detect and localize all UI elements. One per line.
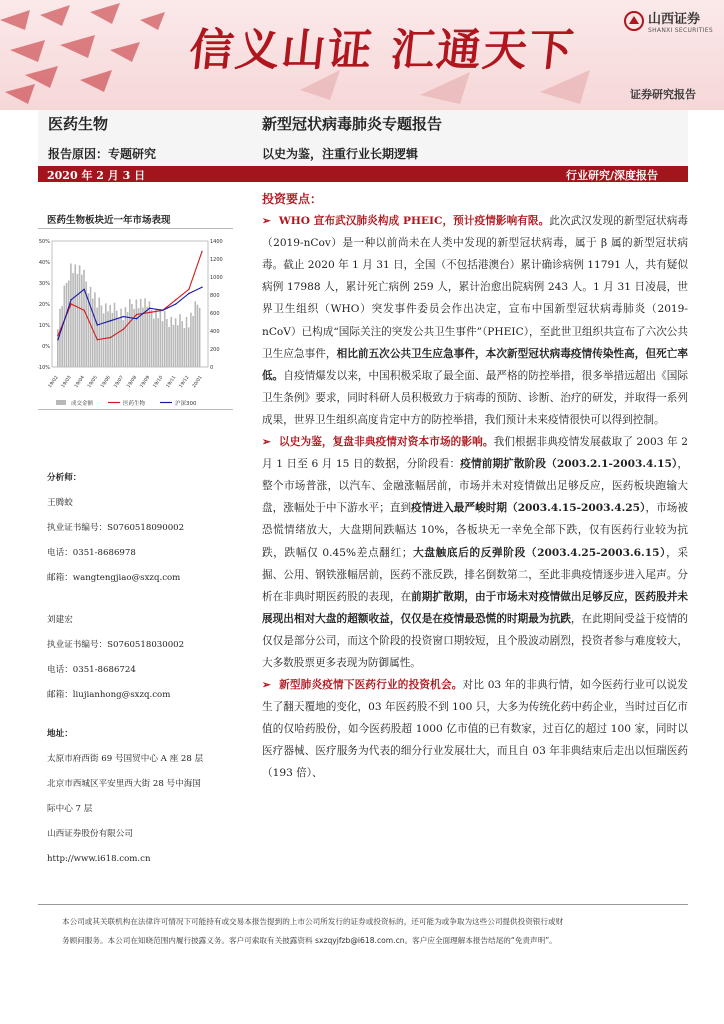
company-logo bbox=[624, 8, 713, 34]
p2-text-c: ，整个市场普涨，以汽车、金融涨幅居前，市场并未对疫情做出足够反应，医药板块跑输大盘，涨幅处于中下游水平；直到 bbox=[262, 458, 688, 515]
report-type: 证券研究报告 bbox=[630, 88, 696, 101]
p2-text-b: 疫情前期扩散阶段（2003.2.1-2003.4.15） bbox=[460, 458, 678, 471]
p1-text-b: 相比前五次公共卫生应急事件，本次新型冠状病毒疫情传染性高，但死亡率低。 bbox=[262, 347, 688, 382]
volume-bar bbox=[74, 264, 76, 367]
left-tick-label: 10% bbox=[38, 323, 50, 329]
volume-bar bbox=[190, 313, 192, 367]
volume-bar bbox=[105, 303, 107, 367]
top-banner bbox=[0, 0, 724, 110]
left-tick-label: -10% bbox=[38, 365, 50, 371]
volume-bar bbox=[197, 305, 199, 367]
address-beijing-2: 际中心 7 层 bbox=[47, 804, 93, 814]
volume-bar bbox=[175, 318, 177, 367]
volume-bar bbox=[168, 327, 170, 367]
volume-bar bbox=[184, 328, 186, 367]
right-tick-label: 600 bbox=[210, 311, 220, 317]
volume-bar bbox=[146, 307, 148, 367]
analyst1-email[interactable]: 邮箱：wangtengjiao@sxzq.com bbox=[47, 573, 181, 583]
x-tick-label: 19/07 bbox=[113, 375, 126, 390]
logo-english: SHANXI SECURITIES bbox=[648, 27, 713, 34]
x-tick-label: 19/11 bbox=[165, 375, 178, 390]
series-point bbox=[83, 289, 84, 290]
volume-bar bbox=[162, 321, 164, 367]
volume-bar bbox=[199, 308, 201, 367]
volume-bar bbox=[59, 309, 61, 367]
p2-text-d: 疫情进入最严峻时期（2003.4.15-2003.4.25） bbox=[411, 502, 646, 515]
paragraph-pheic bbox=[262, 210, 688, 431]
market-chart bbox=[38, 228, 233, 410]
analyst2-cert: 执业证书编号：S0760518030002 bbox=[47, 640, 185, 650]
logo-name: 山西证券 bbox=[648, 12, 701, 27]
volume-bar bbox=[94, 292, 96, 367]
right-tick-label: 0 bbox=[210, 365, 214, 371]
key-points-heading: 投资要点： bbox=[262, 192, 323, 206]
series-point bbox=[175, 303, 176, 304]
volume-bar bbox=[192, 316, 194, 367]
volume-bar bbox=[142, 308, 144, 367]
paragraph-opportunity bbox=[262, 674, 688, 784]
left-tick-label: 20% bbox=[38, 302, 50, 308]
paragraph-sars-review bbox=[262, 431, 688, 674]
p3-head: 新型肺炎疫情下医药行业的投资机会。 bbox=[278, 679, 463, 692]
report-reason: 报告原因：专题研究 bbox=[48, 147, 157, 161]
analyst1-cert: 执业证书编号：S0760518090002 bbox=[47, 523, 185, 533]
volume-bar bbox=[64, 286, 66, 367]
volume-bar bbox=[83, 270, 85, 367]
series-point bbox=[149, 308, 150, 309]
p2-text-i: ，在此期间受益于疫情的仅仅是部分公司，而这个阶段的投资窗口期较短，且个股波动剧烈，投资者参与难度较大，大多数股票更多表现为防御属性。 bbox=[262, 612, 688, 669]
right-tick-label: 200 bbox=[210, 347, 220, 353]
volume-bar bbox=[107, 311, 109, 367]
x-tick-label: 19/03 bbox=[61, 375, 73, 390]
volume-bar bbox=[122, 320, 124, 367]
volume-bar bbox=[160, 309, 162, 367]
analyst1-name: 王腾蛟 bbox=[47, 498, 73, 508]
volume-bar bbox=[166, 319, 168, 367]
series-point bbox=[97, 324, 98, 325]
volume-bar bbox=[129, 299, 131, 367]
series-point bbox=[149, 312, 150, 313]
volume-bar bbox=[125, 307, 127, 367]
series-point bbox=[57, 335, 58, 336]
volume-bar bbox=[170, 317, 172, 367]
volume-bar bbox=[157, 318, 159, 367]
p3-text-a: 对比 03 年的非典行情，如今医药行业可以说发生了翻天覆地的变化，03 年医药股不到 100 只，大多为传统化药中药企业，当时过百亿市值的仅哈药股份，如今医药股超 1000 亿市值的已有数家，过百亿的超过 100 家，同时以医疗器械、医疗服务为代表的细分行业发展壮大，而且自 03 年非典结束后走出以恒瑞医药（193 倍）、 bbox=[262, 679, 688, 780]
volume-bar bbox=[151, 310, 153, 367]
analyst2-phone: 电话：0351-8686724 bbox=[47, 665, 136, 675]
market-chart-svg bbox=[38, 229, 233, 411]
right-tick-label: 800 bbox=[210, 293, 220, 299]
series-point bbox=[201, 287, 202, 288]
volume-bar bbox=[179, 314, 181, 367]
volume-bar bbox=[109, 305, 111, 367]
left-tick-label: 0% bbox=[42, 344, 50, 350]
report-category: 行业研究/深度报告 bbox=[566, 169, 659, 182]
volume-bar bbox=[140, 299, 142, 367]
left-tick-label: 50% bbox=[38, 239, 50, 245]
series-point bbox=[110, 337, 111, 338]
series-point bbox=[136, 314, 137, 315]
industry-label: 医药生物 bbox=[48, 115, 109, 133]
slogan: 信义山证 汇通天下 bbox=[186, 25, 578, 76]
volume-bar bbox=[72, 273, 74, 367]
volume-bar bbox=[155, 309, 157, 367]
p1-text-a: 此次武汉发现的新型冠状病毒（2019-nCov）是一种以前尚未在人类中发现的新型冠状病毒，属于 β 属的新型冠状病毒。截止 2020 年 1 月 31 日，全国（不包括港澳台）累计确诊病例 11791 人，共有疑似病例 17988 人，累计死亡病例 259 人，累计治愈出院病例 243 人。1 月 31 日凌晨，世界卫生组织（WHO）突发事件委员会作出决定，宣布中国新型冠状病毒肺炎（2019-nCoV）已构成“国际关注的突发公共卫生事件”（PHEIC），至此世卫组织共宣布了六次公共卫生应急事件， bbox=[262, 215, 688, 360]
legend-label: 沪深300 bbox=[175, 401, 197, 407]
volume-bar bbox=[66, 283, 68, 367]
left-tick-label: 30% bbox=[38, 281, 50, 287]
p1-head: WHO 宣布武汉肺炎构成 PHEIC，预计疫情影响有限。 bbox=[278, 215, 550, 228]
analysts-label: 分析师： bbox=[47, 473, 82, 483]
address-label: 地址： bbox=[47, 729, 73, 739]
footer-divider bbox=[38, 904, 688, 905]
p2-text-g: ，采掘、公用、钢铁涨幅居前，医药不涨反跌，排名倒数第二，至此非典疫情逐步进入尾声。分析在非典时期医药股的表现，在 bbox=[262, 546, 688, 603]
legend-label: 成交金额 bbox=[71, 401, 94, 407]
x-tick-label: 19/05 bbox=[87, 375, 99, 390]
legend-swatch bbox=[56, 400, 66, 405]
x-tick-label: 19/08 bbox=[126, 375, 139, 390]
series-point bbox=[175, 299, 176, 300]
volume-bar bbox=[112, 313, 114, 367]
series-point bbox=[162, 310, 163, 311]
series-point bbox=[201, 251, 202, 252]
x-tick-label: 19/02 bbox=[47, 375, 60, 390]
p2-text-h: 前期扩散期，由于市场未对疫情做出足够反应，医药股并未展现出相对大盘的超额收益，仅仅是在疫情最恐慌的时期最为抗跌 bbox=[262, 590, 689, 625]
volume-bar bbox=[92, 299, 94, 367]
volume-bar bbox=[144, 298, 146, 367]
company-website[interactable]: http://www.i618.com.cn bbox=[47, 854, 151, 864]
address-block bbox=[47, 722, 203, 872]
volume-bar bbox=[177, 325, 179, 367]
volume-bar bbox=[136, 300, 138, 368]
x-tick-label: 19/06 bbox=[100, 375, 113, 390]
report-title: 新型冠状病毒肺炎专题报告 bbox=[262, 115, 443, 133]
analyst2-email[interactable]: 邮箱：liujianhong@sxzq.com bbox=[47, 690, 171, 700]
right-tick-label: 1400 bbox=[210, 239, 223, 245]
volume-bar bbox=[188, 327, 190, 367]
series-point bbox=[123, 316, 124, 317]
logo-icon bbox=[624, 11, 644, 31]
volume-bar bbox=[68, 280, 70, 367]
series-point bbox=[97, 339, 98, 340]
series-point bbox=[123, 329, 124, 330]
series-point bbox=[70, 303, 71, 304]
address-taiyuan: 太原市府西街 69 号国贸中心 A 座 28 层 bbox=[47, 754, 204, 764]
volume-bar bbox=[98, 298, 100, 367]
volume-bar bbox=[118, 319, 120, 367]
disclaimer-footer bbox=[62, 912, 682, 950]
volume-bar bbox=[101, 306, 103, 368]
volume-bar bbox=[88, 293, 90, 367]
report-subtitle: 以史为鉴，注重行业长期逻辑 bbox=[262, 147, 419, 161]
arrow-icon: ➢ bbox=[262, 679, 271, 692]
volume-bar bbox=[194, 301, 196, 367]
series-point bbox=[57, 339, 58, 340]
p1-text-c: 自疫情爆发以来，中国积极采取了最全面、最严格的防控举措，很多举措远超出《国际卫生条例》要求，同时科研人员积极致力于病毒的预防、诊断、治疗的研发，并取得一系列成果，世界卫生组织高度肯定中方的防控举措，我们预计未来疫情很快可以得到控制。 bbox=[262, 369, 689, 426]
series-point bbox=[70, 299, 71, 300]
volume-bar bbox=[131, 304, 133, 367]
volume-bar bbox=[164, 311, 166, 367]
x-tick-label: 19/12 bbox=[178, 375, 191, 390]
x-tick-label: 20/01 bbox=[191, 375, 204, 390]
p2-head: 以史为鉴，复盘非典疫情对资本市场的影响。 bbox=[278, 436, 494, 449]
p2-text-a: 我们根据非典疫情发展截取了 2003 年 2 月 1 日至 6 月 15 日的数据，分阶段看： bbox=[262, 436, 688, 471]
p2-text-e: ，市场被恐慌情绪放大，大盘期间跌幅达 10%，各板块无一幸免全部下跌，仅有医药行业较为抗跌，跌幅仅 0.45%差点翻红； bbox=[262, 502, 689, 559]
volume-bar bbox=[81, 275, 83, 367]
x-tick-label: 19/04 bbox=[74, 375, 86, 390]
analyst1-phone: 电话：0351-8686978 bbox=[47, 548, 136, 558]
series-point bbox=[188, 289, 189, 290]
legend-label: 医药生物 bbox=[123, 401, 146, 407]
arrow-icon: ➢ bbox=[262, 436, 271, 449]
p2-text-f: 大盘触底后的反弹阶段（2003.4.25-2003.6.15） bbox=[412, 546, 667, 559]
volume-bar bbox=[77, 274, 79, 367]
main-content bbox=[262, 188, 688, 785]
volume-bar bbox=[186, 317, 188, 367]
volume-bar bbox=[103, 313, 105, 367]
volume-bar bbox=[61, 306, 63, 367]
right-tick-label: 1200 bbox=[210, 257, 223, 263]
volume-bar bbox=[173, 325, 175, 367]
analyst2-block bbox=[47, 608, 184, 708]
x-tick-label: 19/10 bbox=[152, 375, 165, 390]
chart-title: 医药生物板块近一年市场表现 bbox=[47, 215, 171, 226]
right-tick-label: 1000 bbox=[210, 275, 223, 281]
disclaimer-line-2: 务顾问服务。本公司在知晓范围内履行披露义务。客户可索取有关披露资料 sxzqyjfzb@i618.com.cn。客户应全面理解本报告结尾的“免责声明”。 bbox=[62, 936, 557, 945]
analyst-block bbox=[47, 466, 184, 591]
report-date: 2020 年 2 月 3 日 bbox=[47, 169, 146, 182]
series-point bbox=[136, 318, 137, 319]
volume-bar bbox=[149, 301, 151, 367]
arrow-icon: ➢ bbox=[262, 215, 271, 228]
x-tick-label: 19/09 bbox=[139, 375, 152, 390]
volume-bar bbox=[70, 264, 72, 368]
series-point bbox=[188, 293, 189, 294]
volume-bar bbox=[181, 321, 183, 367]
disclaimer-line-1: 本公司或其关联机构在法律许可情况下可能持有或交易本报告提到的上市公司所发行的证券或投资标的，还可能为或争取为这些公司提供投资银行或财 bbox=[62, 917, 564, 926]
company-name: 山西证券股份有限公司 bbox=[47, 829, 133, 839]
series-point bbox=[83, 310, 84, 311]
left-tick-label: 40% bbox=[38, 260, 50, 266]
analyst2-name: 刘建宏 bbox=[47, 615, 73, 625]
volume-bar bbox=[153, 319, 155, 367]
series-point bbox=[110, 320, 111, 321]
volume-bar bbox=[79, 265, 81, 367]
volume-bar bbox=[127, 312, 129, 367]
right-tick-label: 400 bbox=[210, 329, 220, 335]
address-beijing: 北京市西城区平安里西大街 28 号中海国 bbox=[47, 779, 201, 789]
